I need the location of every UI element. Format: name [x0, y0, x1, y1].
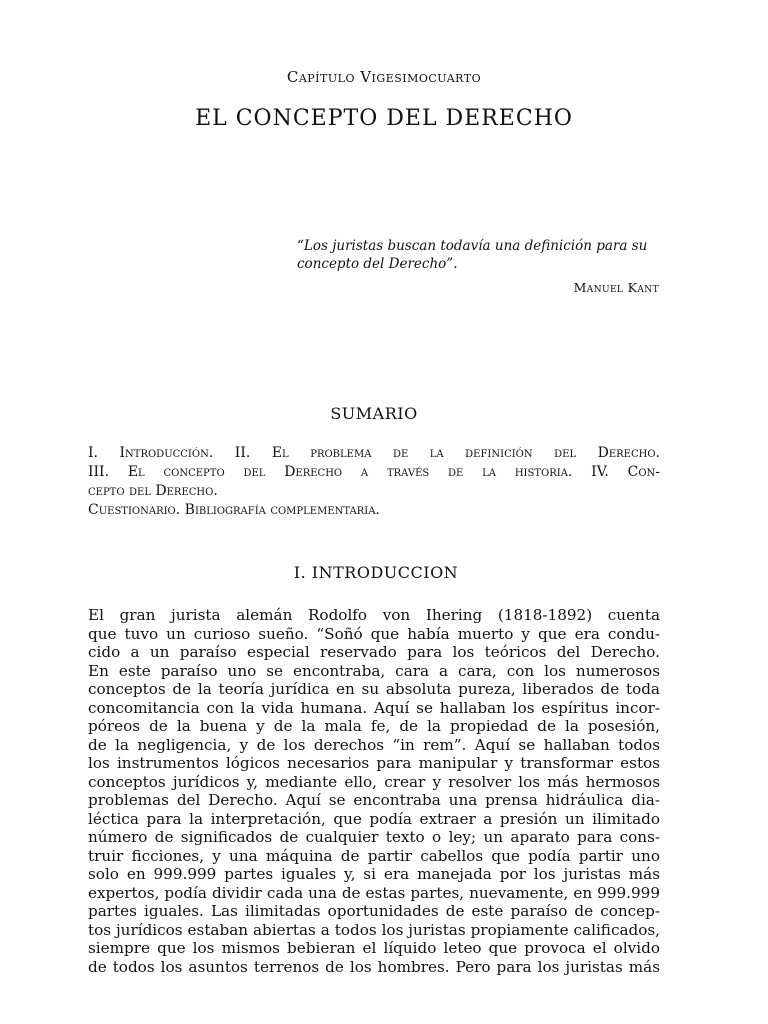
sumario-line: I. Introducción. II. El problema de la definición del Derecho. — [88, 445, 660, 461]
body-line: truir ficciones, y una máquina de partir cabellos que podía partir uno — [88, 846, 660, 865]
epigraph-author: Manuel Kant — [573, 280, 659, 295]
sumario-line: Cuestionario. Bibliografía complementaria. — [88, 502, 380, 518]
body-line: léctica para la interpretación, que podía extraer a presión un ilimitado — [88, 809, 660, 828]
body-line: solo en 999.999 partes iguales y, si era manejada por los juristas más — [88, 865, 660, 883]
epigraph-line: concepto del Derecho”. — [297, 256, 458, 272]
body-line: partes iguales. Las ilimitadas oportunidades de este paraíso de concep- — [88, 902, 660, 920]
chapter-label: Capítulo Vigesimocuarto — [286, 68, 482, 86]
sumario-heading: SUMARIO — [330, 404, 418, 423]
section-heading: I. INTRODUCCION — [293, 563, 459, 582]
sumario-list — [88, 444, 660, 520]
sumario-line: III. El concepto del Derecho a través de la historia. IV. Con- — [88, 464, 660, 480]
body-line: conceptos de la teoría jurídica en su absoluta pureza, liberados de toda — [88, 680, 660, 698]
body-line: concomitancia con la vida humana. Aquí se hallaban los espíritus incor- — [88, 698, 660, 717]
chapter-title: EL CONCEPTO DEL DERECHO — [195, 106, 573, 131]
body-line: conceptos jurídicos y, mediante ello, crear y resolver los más hermosos — [88, 772, 660, 791]
body-line: siempre que los mismos bebieran el líquido leteo que provoca el olvido — [88, 939, 660, 957]
body-line: póreos de la buena y de la mala fe, de la propiedad de la posesión, — [88, 717, 660, 735]
body-line: expertos, podía dividir cada una de estas partes, nuevamente, en 999.999 — [88, 883, 660, 902]
body-line: que tuvo un curioso sueño. “Soñó que había muerto y que era condu- — [88, 624, 660, 643]
sumario-line: cepto del Derecho. — [88, 483, 218, 499]
body-line: El gran jurista alemán Rodolfo von Ihering (1818-1892) cuenta — [88, 606, 660, 624]
body-line: problemas del Derecho. Aquí se encontraba una prensa hidráulica dia- — [88, 791, 660, 809]
body-line: tos jurídicos estaban abiertas a todos los juristas propiamente calificados, — [88, 920, 660, 939]
body-line: los instrumentos lógicos necesarios para manipular y transformar estos — [88, 754, 660, 772]
body-line: de la negligencia, y de los derechos “in rem”. Aquí se hallaban todos — [88, 735, 660, 754]
body-line: número de significados de cualquier texto o ley; un aparato para cons- — [88, 828, 660, 846]
epigraph-line: “Los juristas buscan todavía una definición para su — [297, 238, 648, 254]
epigraph-quote — [297, 237, 659, 273]
body-line: de todos los asuntos terrenos de los hombres. Pero para los juristas más — [88, 957, 660, 976]
body-line: cido a un paraíso especial reservado para los teóricos del Derecho. — [88, 643, 660, 661]
body-line: En este paraíso uno se encontraba, cara a cara, con los numerosos — [88, 661, 660, 680]
body-paragraph — [88, 606, 660, 976]
